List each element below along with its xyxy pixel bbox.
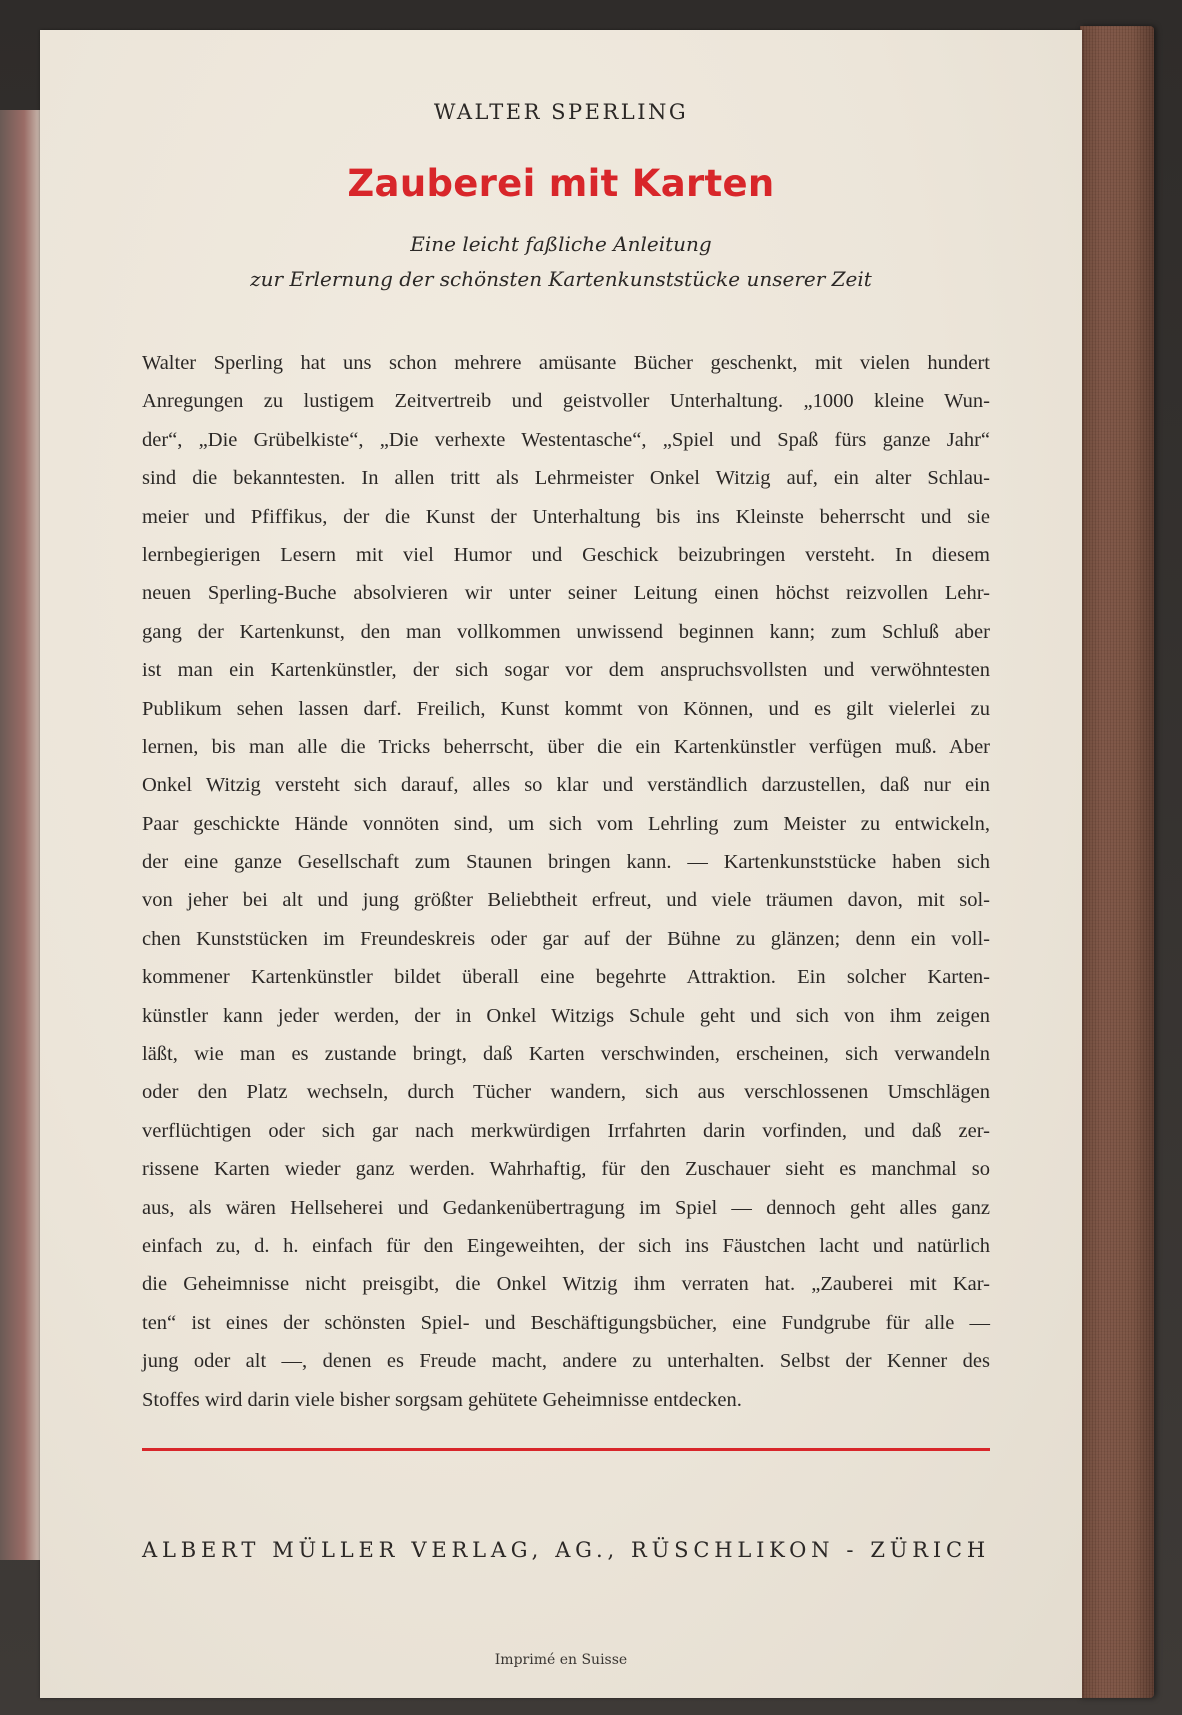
- blurb-line: der“, „Die Grübelkiste“, „Die verhexte Westentasche“, „Spiel und Spaß fürs ganze Jahr“: [142, 428, 990, 451]
- blurb-line: von jeher bei alt und jung größter Beliebtheit erfreut, und viele träumen davon, mit sol-: [142, 889, 990, 912]
- blurb-line: künstler kann jeder werden, der in Onkel Witzigs Schule geht und sich von ihm zeigen: [142, 1004, 990, 1027]
- blurb-line: lernbegierigen Lesern mit viel Humor und Geschick beizubringen versteht. In diesem: [142, 543, 990, 566]
- blurb-line: Paar geschickte Hände vonnöten sind, um sich vom Lehrling zum Meister zu entwickeln,: [142, 812, 990, 835]
- blurb-line: einfach zu, d. h. einfach für den Eingeweihten, der sich ins Fäustchen lacht und natürlich: [142, 1234, 990, 1257]
- book-spine: [1080, 26, 1154, 1698]
- blurb-line: aus, als wären Hellseherei und Gedankenübertragung im Spiel — dennoch geht alles ganz: [142, 1196, 990, 1219]
- publisher-name: ALBERT MÜLLER VERLAG, AG., RÜSCHLIKON - ZÜRICH: [142, 1538, 990, 1562]
- blurb-line: kommener Kartenkünstler bildet überall eine begehrte Attraktion. Ein solcher Karten-: [142, 966, 990, 989]
- blurb-line: Publikum sehen lassen darf. Freilich, Kunst kommt von Können, und es gilt vielerlei zu: [142, 697, 990, 720]
- book-page-edge: [0, 110, 40, 1560]
- blurb-line: Anregungen zu lustigem Zeitvertreib und geistvoller Unterhaltung. „1000 kleine Wun-: [142, 390, 990, 413]
- blurb-line: neuen Sperling-Buche absolvieren wir unter seiner Leitung einen höchst reizvollen Lehr-: [142, 582, 990, 605]
- blurb-line: gang der Kartenkunst, den man vollkommen unwissend beginnen kann; zum Schluß aber: [142, 620, 990, 643]
- blurb-line: ist man ein Kartenkünstler, der sich sogar vor dem anspruchsvollsten und verwöhntesten: [142, 659, 990, 682]
- blurb-line: verflüchtigen oder sich gar nach merkwürdigen Irrfahrten darin vorfinden, und daß zer-: [142, 1119, 990, 1142]
- book-title: Zauberei mit Karten: [347, 162, 775, 205]
- blurb-line: Stoffes wird darin viele bisher sorgsam gehütete Geheimnisse entdecken.: [142, 1388, 742, 1411]
- back-cover: [40, 30, 1082, 1698]
- blurb-line: lernen, bis man alle die Tricks beherrscht, über die ein Kartenkünstler verfügen muß. Aber: [142, 735, 990, 758]
- blurb-line: rissene Karten wieder ganz werden. Wahrhaftig, für den Zuschauer sieht es manchmal so: [142, 1158, 990, 1181]
- blurb-line: sind die bekanntesten. In allen tritt als Lehrmeister Onkel Witzig auf, ein alter Schlau-: [142, 467, 990, 490]
- blurb-line: die Geheimnisse nicht preisgibt, die Onkel Witzig ihm verraten hat. „Zauberei mit Kar-: [142, 1273, 990, 1296]
- blurb-line: oder den Platz wechseln, durch Tücher wandern, sich aus verschlossenen Umschlägen: [142, 1081, 990, 1104]
- imprint-note: Imprimé en Suisse: [494, 1652, 628, 1668]
- blurb-text: [142, 344, 990, 1419]
- blurb-line: Onkel Witzig versteht sich darauf, alles so klar und verständlich darzustellen, daß nur ein: [142, 774, 990, 797]
- subtitle-line-2: zur Erlernung der schönsten Kartenkunststücke unserer Zeit: [250, 267, 872, 291]
- blurb-line: ten“ ist eines der schönsten Spiel- und Beschäftigungsbücher, eine Fundgrube für alle —: [142, 1311, 990, 1334]
- subtitle-line-1: Eine leicht faßliche Anleitung: [410, 232, 712, 256]
- blurb-line: Walter Sperling hat uns schon mehrere amüsante Bücher geschenkt, mit vielen hundert: [142, 352, 990, 374]
- blurb-line: chen Kunststücken im Freundeskreis oder gar auf der Bühne zu glänzen; denn ein voll-: [142, 927, 990, 950]
- blurb-line: jung oder alt —, denen es Freude macht, andere zu unterhalten. Selbst der Kenner des: [142, 1350, 990, 1373]
- blurb-line: der eine ganze Gesellschaft zum Staunen bringen kann. — Kartenkunststücke haben sich: [142, 851, 990, 874]
- blurb-line: läßt, wie man es zustande bringt, daß Karten verschwinden, erscheinen, sich verwandeln: [142, 1043, 990, 1066]
- blurb-line: meier und Pfiffikus, der die Kunst der Unterhaltung bis ins Kleinste beherrscht und sie: [142, 505, 990, 528]
- red-divider: [142, 1448, 990, 1451]
- author-name: WALTER SPERLING: [433, 100, 689, 124]
